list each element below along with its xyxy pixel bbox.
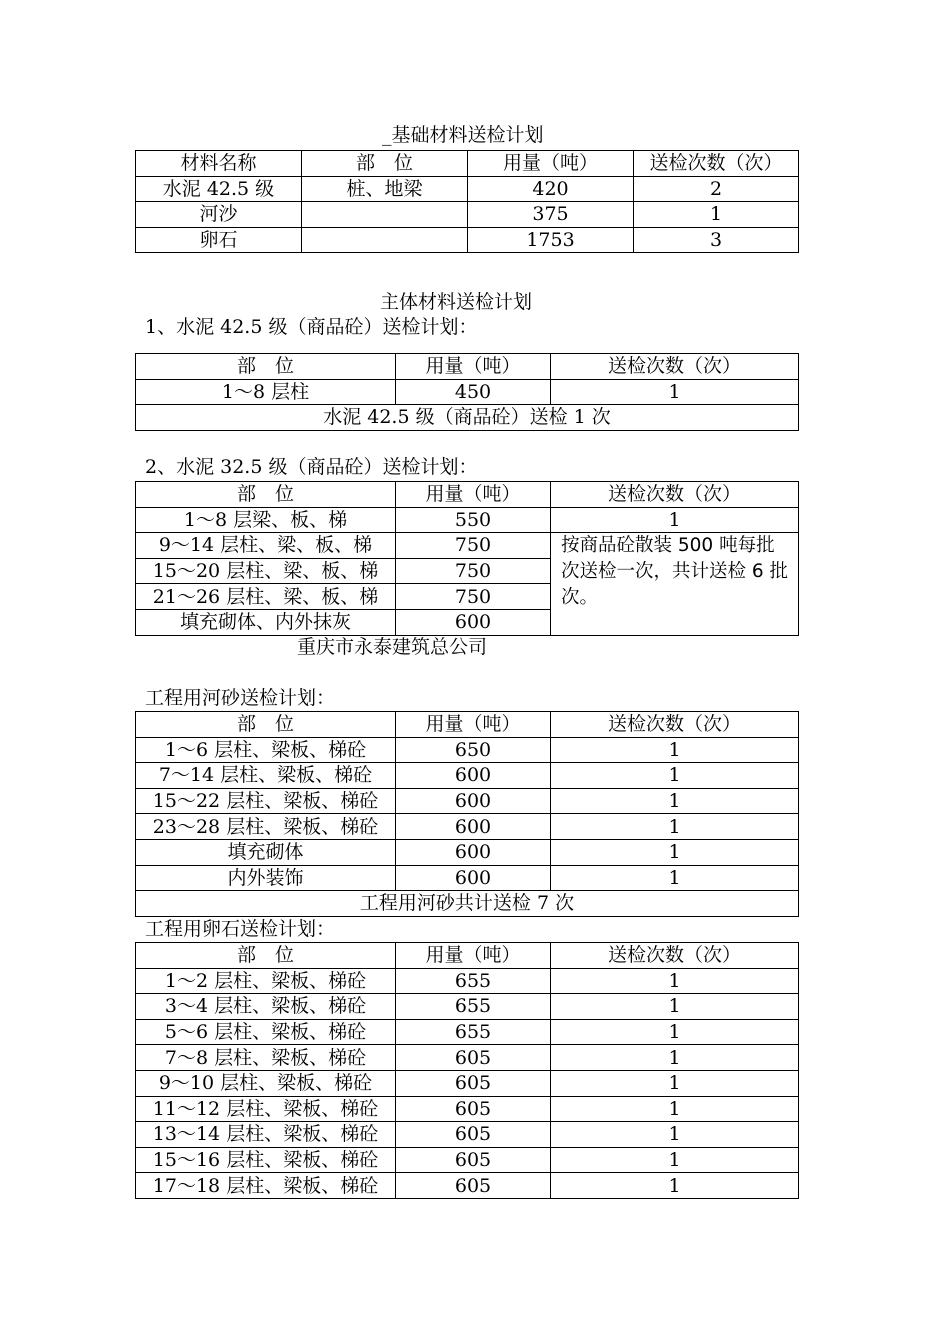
table-cell: 450	[396, 379, 551, 405]
table-cell: 600	[396, 839, 551, 865]
table-cell: 1	[551, 763, 799, 789]
header-cell: 用量（吨）	[396, 482, 551, 508]
table-cell: 水泥 42.5 级	[136, 176, 302, 202]
table-cell: 1753	[468, 227, 634, 253]
summary-row	[136, 405, 799, 431]
table-cell: 1	[551, 994, 799, 1020]
table-row	[136, 814, 799, 840]
base-title: _基础材料送检计划	[382, 124, 544, 146]
table-cell: 605	[396, 1173, 551, 1199]
batch-note: 按商品砼散装 500 吨每批次送检一次，共计送检 6 批次。	[551, 533, 799, 635]
table-cell: 15～22 层柱、梁板、梯砼	[136, 788, 396, 814]
table-cell: 15～16 层柱、梁板、梯砼	[136, 1147, 396, 1173]
table-cell: 2	[634, 176, 799, 202]
table-cell: 卵石	[136, 227, 302, 253]
table-row	[136, 994, 799, 1020]
river-sand-table	[135, 711, 799, 917]
table-cell: 21～26 层柱、梁、板、梯	[136, 584, 396, 610]
table-cell: 内外装饰	[136, 865, 396, 891]
table-cell: 1	[551, 1122, 799, 1148]
table-row	[136, 788, 799, 814]
table-cell: 1	[551, 1019, 799, 1045]
table-row	[136, 1147, 799, 1173]
table-row	[136, 1045, 799, 1071]
table-cell: 13～14 层柱、梁板、梯砼	[136, 1122, 396, 1148]
table-cell: 3	[634, 227, 799, 253]
table-cell: 655	[396, 968, 551, 994]
table-row	[136, 202, 799, 228]
company-name: 重庆市永泰建筑总公司	[297, 636, 488, 658]
table-cell: 750	[396, 533, 551, 559]
header-cell: 材料名称	[136, 151, 302, 177]
table-cell	[302, 227, 468, 253]
table-cell: 605	[396, 1070, 551, 1096]
table-row	[136, 1070, 799, 1096]
section2-heading: 2、水泥 32.5 级（商品砼）送检计划：	[145, 456, 478, 478]
table-cell: 1～6 层柱、梁板、梯砼	[136, 737, 396, 763]
table-cell: 7～14 层柱、梁板、梯砼	[136, 763, 396, 789]
table-cell: 1	[551, 968, 799, 994]
table-cell: 605	[396, 1045, 551, 1071]
header-cell: 用量（吨）	[396, 943, 551, 969]
table-cell: 1	[551, 788, 799, 814]
table-header-row	[136, 151, 799, 177]
table-cell: 375	[468, 202, 634, 228]
section4-heading: 工程用卵石送检计划：	[145, 918, 336, 940]
table-cell: 1	[551, 507, 799, 533]
table-header-row	[136, 943, 799, 969]
header-cell: 部 位	[302, 151, 468, 177]
table-cell: 1	[551, 814, 799, 840]
table-cell: 600	[396, 814, 551, 840]
table-cell: 1	[634, 202, 799, 228]
table-cell: 420	[468, 176, 634, 202]
table-cell: 655	[396, 994, 551, 1020]
header-cell: 部 位	[136, 482, 396, 508]
header-cell: 送检次数（次）	[551, 482, 799, 508]
table-cell: 605	[396, 1096, 551, 1122]
section3-heading: 工程用河砂送检计划：	[145, 687, 336, 709]
table-cell: 600	[396, 609, 551, 635]
table-cell: 9～10 层柱、梁板、梯砼	[136, 1070, 396, 1096]
table-cell: 填充砌体、内外抹灰	[136, 609, 396, 635]
table-header-row	[136, 712, 799, 738]
table-row	[136, 1173, 799, 1199]
table-cell: 600	[396, 865, 551, 891]
header-cell: 用量（吨）	[396, 354, 551, 380]
table-cell: 11～12 层柱、梁板、梯砼	[136, 1096, 396, 1122]
table-cell: 17～18 层柱、梁板、梯砼	[136, 1173, 396, 1199]
header-cell: 部 位	[136, 943, 396, 969]
table-cell: 9～14 层柱、梁、板、梯	[136, 533, 396, 559]
pebble-table	[135, 942, 799, 1199]
table-cell	[302, 202, 468, 228]
table-cell: 1	[551, 737, 799, 763]
table-row	[136, 1019, 799, 1045]
header-cell: 送检次数（次）	[634, 151, 799, 177]
header-cell: 用量（吨）	[468, 151, 634, 177]
cement-32-table	[135, 481, 799, 636]
header-cell: 部 位	[136, 354, 396, 380]
table-row	[136, 533, 799, 559]
table-row	[136, 1122, 799, 1148]
section1-heading: 1、水泥 42.5 级（商品砼）送检计划：	[145, 316, 478, 338]
table-row	[136, 379, 799, 405]
table-cell: 1	[551, 1173, 799, 1199]
table-cell: 1	[551, 839, 799, 865]
header-cell: 用量（吨）	[396, 712, 551, 738]
summary-row	[136, 891, 799, 917]
table-header-row	[136, 354, 799, 380]
table-cell: 1	[551, 1070, 799, 1096]
table-row	[136, 507, 799, 533]
table-cell: 3～4 层柱、梁板、梯砼	[136, 994, 396, 1020]
header-cell: 部 位	[136, 712, 396, 738]
table-cell: 5～6 层柱、梁板、梯砼	[136, 1019, 396, 1045]
table-cell: 600	[396, 788, 551, 814]
table-cell: 1～8 层梁、板、梯	[136, 507, 396, 533]
table-row	[136, 737, 799, 763]
table-cell: 1	[551, 1045, 799, 1071]
table-row	[136, 839, 799, 865]
header-cell: 送检次数（次）	[551, 943, 799, 969]
table-cell: 1	[551, 1096, 799, 1122]
cement-42-table	[135, 353, 799, 431]
summary-cell: 工程用河砂共计送检 7 次	[136, 891, 799, 917]
table-header-row	[136, 482, 799, 508]
table-cell: 23～28 层柱、梁板、梯砼	[136, 814, 396, 840]
header-cell: 送检次数（次）	[551, 354, 799, 380]
table-cell: 605	[396, 1122, 551, 1148]
table-row	[136, 763, 799, 789]
table-cell: 650	[396, 737, 551, 763]
table-row	[136, 1096, 799, 1122]
table-row	[136, 227, 799, 253]
table-cell: 1～8 层柱	[136, 379, 396, 405]
table-cell: 河沙	[136, 202, 302, 228]
base-materials-table	[135, 150, 799, 253]
table-cell: 填充砌体	[136, 839, 396, 865]
table-row	[136, 865, 799, 891]
table-cell: 750	[396, 584, 551, 610]
main-title: 主体材料送检计划	[380, 291, 533, 313]
table-cell: 15～20 层柱、梁、板、梯	[136, 558, 396, 584]
table-cell: 600	[396, 763, 551, 789]
summary-cell: 水泥 42.5 级（商品砼）送检 1 次	[136, 405, 799, 431]
table-cell: 655	[396, 1019, 551, 1045]
table-row	[136, 968, 799, 994]
table-cell: 750	[396, 558, 551, 584]
table-cell: 1	[551, 865, 799, 891]
table-cell: 1	[551, 1147, 799, 1173]
table-cell: 桩、地梁	[302, 176, 468, 202]
table-cell: 7～8 层柱、梁板、梯砼	[136, 1045, 396, 1071]
table-cell: 1	[551, 379, 799, 405]
table-cell: 1～2 层柱、梁板、梯砼	[136, 968, 396, 994]
header-cell: 送检次数（次）	[551, 712, 799, 738]
table-row	[136, 176, 799, 202]
table-cell: 605	[396, 1147, 551, 1173]
table-cell: 550	[396, 507, 551, 533]
